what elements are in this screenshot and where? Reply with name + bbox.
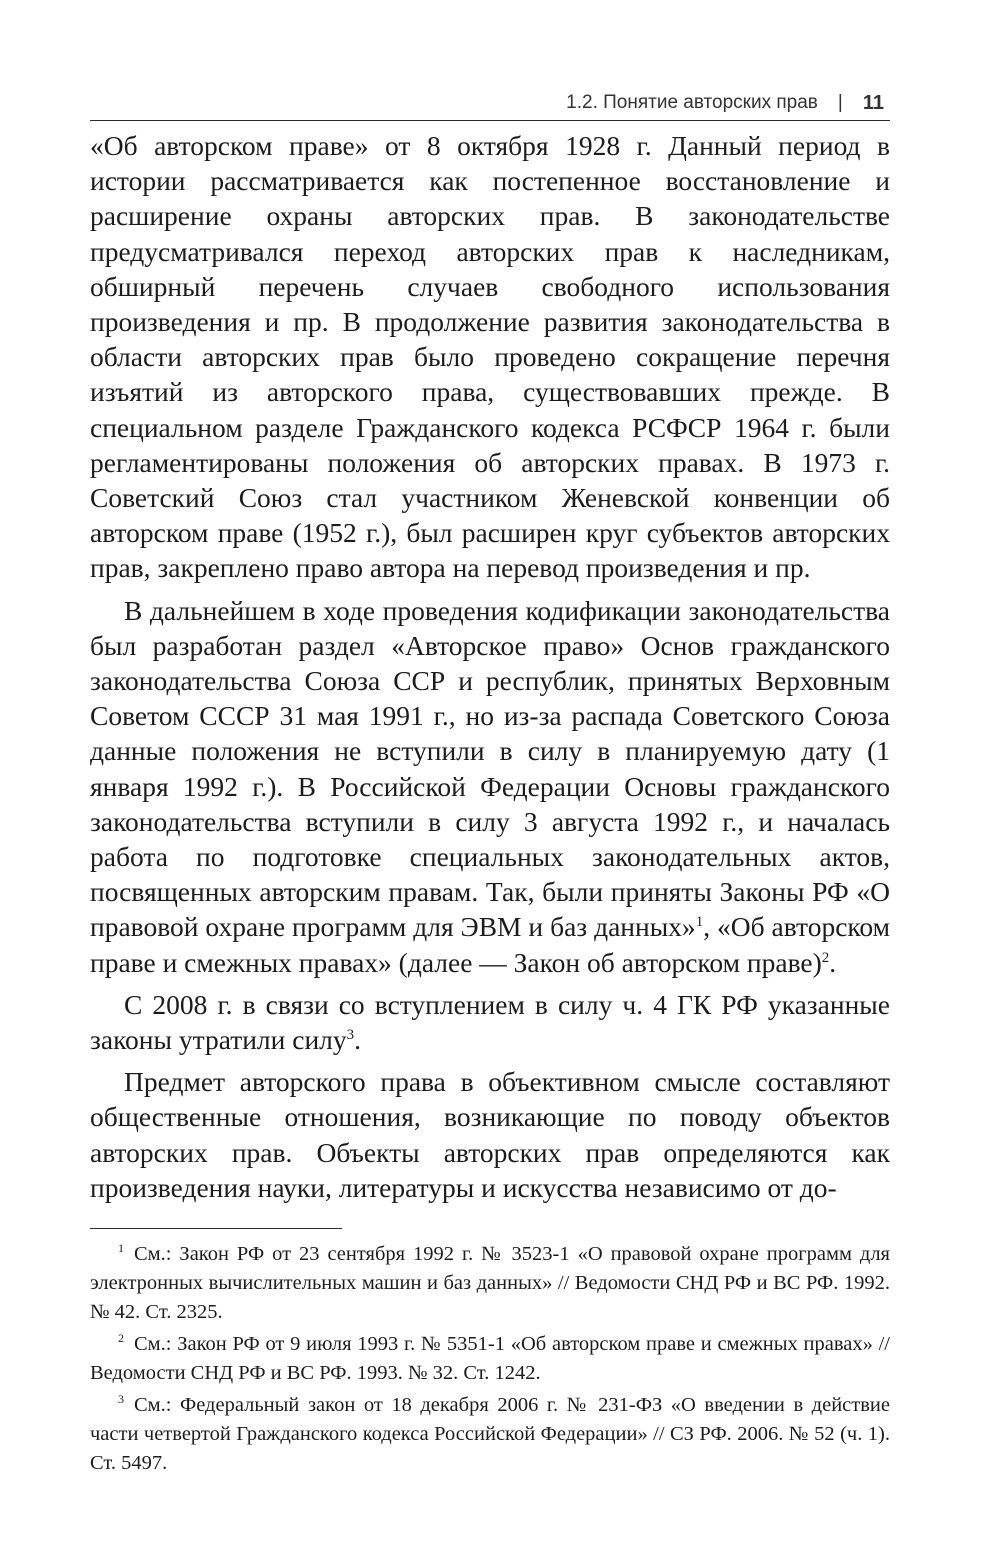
running-header [90, 86, 890, 121]
section-title: 1.2. Понятие авторских прав [566, 92, 818, 113]
paragraph: С 2008 г. в связи со вступлением в силу ч. 4 ГК РФ указанные законы утратили силу$^3$. [90, 988, 890, 1056]
footnote-ref[interactable]: 2 [821, 949, 830, 966]
footnote-ref[interactable]: 1 [695, 914, 704, 931]
header-separator: | [837, 92, 843, 113]
footnote: $^2$ См.: Закон РФ от 9 июля 1993 г. № 5351-1 «Об авторском праве и смежных правах» // Ведомости СНД РФ и ВС РФ. 1993. № 32. Ст. 1242. [90, 1331, 890, 1384]
paragraph: В дальнейшем в ходе проведения кодификации законодательства был разработан раздел «Авторское право» Основ гражданского законодательства Союза ССР и республик, принятых Верховным Советом СССР 31 мая 1991 г., но из-за распада Советского Союза данные положения не вступили в силу в планируемую дату (1 января 1992 г.). В Российской Федерации Основы гражданского законодательства вступили в силу 3 августа 1992 г., и началась работа по подготовке специальных законодательных актов, посвященных авторским правам. Так, были приняты Законы РФ «О правовой охране программ для ЭВМ и баз данных»$^1$, «Об авторском праве и смежных правах» (далее — Закон об авторском праве)$^2$. [90, 594, 890, 978]
footnote: $^3$ См.: Федеральный закон от 18 декабря 2006 г. № 231-ФЗ «О введении в действие части четвертой Гражданского кодекса Российской Федерации» // СЗ РФ. 2006. № 52 (ч. 1). Ст. 5497. [90, 1392, 890, 1474]
footnotes [90, 1240, 890, 1481]
paragraph: «Об авторском праве» от 8 октября 1928 г. Данный период в истории рассматривается как постепенное восстановление и расширение охраны авторских прав. В законодательстве предусматривался переход авторских прав к наследникам, обширный перечень случаев свободного использования произведения и пр. В продолжение развития законодательства в области авторских прав было проведено сокращение перечня изъятий из авторского права, существовавших прежде. В специальном разделе Гражданского кодекса РСФСР 1964 г. были регламентированы положения об авторских правах. В 1973 г. Советский Союз стал участником Женевской конвенции об авторском праве (1952 г.), был расширен круг субъектов авторских прав, закреплено право автора на перевод произведения и пр. [90, 130, 890, 584]
footnote-ref[interactable]: 3 [346, 1026, 355, 1043]
main-text [90, 128, 890, 1205]
footnote: $^1$ См.: Закон РФ от 23 сентября 1992 г. № 3523-1 «О правовой охране программ для электронных вычислительных машин и баз данных» // Ведомости СНД РФ и ВС РФ. 1992. № 42. Ст. 2325. [90, 1241, 890, 1323]
paragraph: Предмет авторского права в объективном смысле составляют общественные отношения, возникающие по поводу объектов авторских прав. Объекты авторских прав определяются как произведения науки, литературы и искусства независимо от до- [90, 1066, 890, 1203]
footnote-divider [90, 1228, 342, 1229]
page-number: 11 [862, 91, 884, 114]
